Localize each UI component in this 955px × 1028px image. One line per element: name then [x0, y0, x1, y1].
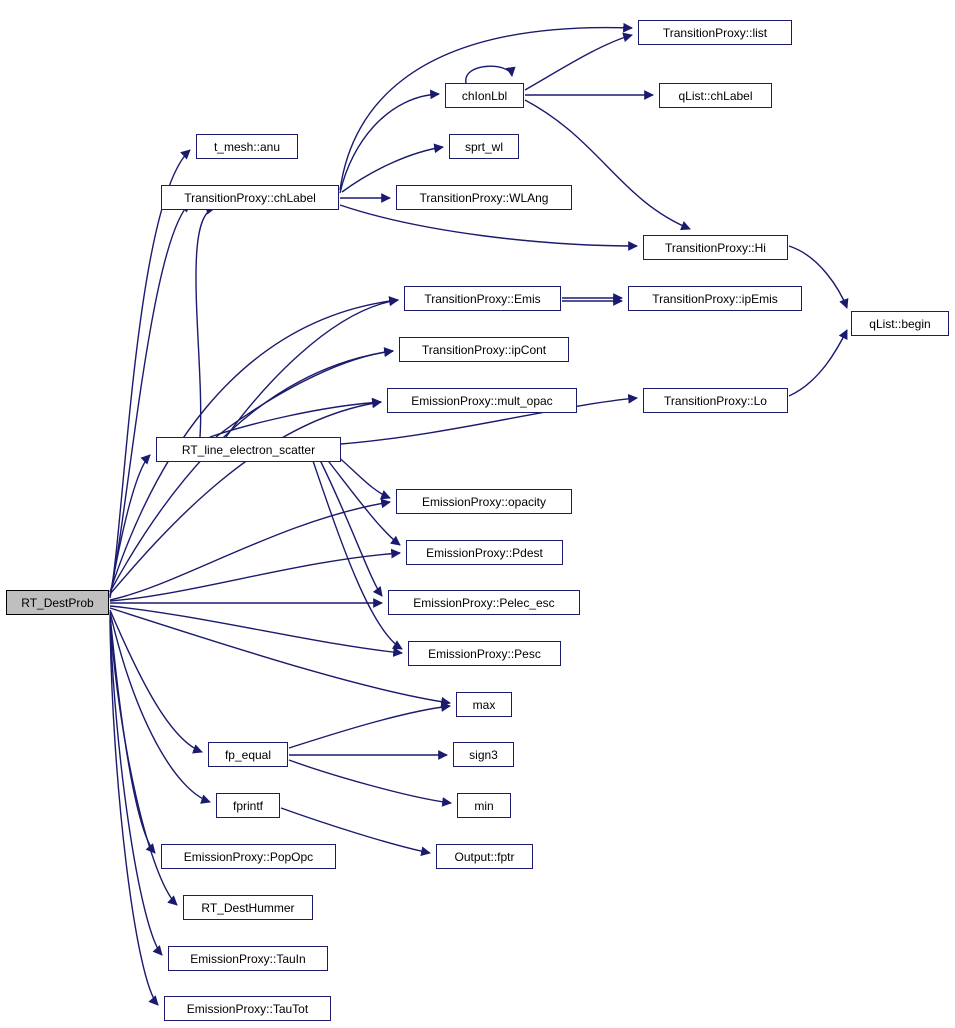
- node-emissionproxy-pdest[interactable]: [406, 540, 563, 565]
- node-emissionproxy-pesc[interactable]: [408, 641, 561, 666]
- node-label: min: [474, 798, 494, 813]
- node-label: RT_line_electron_scatter: [181, 442, 316, 457]
- node-label: EmissionProxy::TauIn: [190, 951, 306, 966]
- edges-from-line-electron-scatter: [196, 208, 637, 649]
- node-label: qList::begin: [869, 316, 931, 331]
- node-rt-line-electron-scatter[interactable]: [156, 437, 341, 462]
- node-label: TransitionProxy::Hi: [665, 240, 766, 255]
- node-qlist-chlabel[interactable]: [659, 83, 772, 108]
- node-label: fp_equal: [224, 747, 272, 762]
- node-label: t_mesh::anu: [213, 139, 281, 154]
- node-transitionproxy-lo[interactable]: [643, 388, 788, 413]
- node-label: TransitionProxy::ipCont: [421, 342, 547, 357]
- node-max[interactable]: [456, 692, 512, 717]
- edges-from-root: [110, 150, 450, 1005]
- node-label: EmissionProxy::opacity: [421, 494, 547, 509]
- node-t-mesh-anu[interactable]: [196, 134, 298, 159]
- node-label: chIonLbl: [461, 88, 508, 103]
- node-rt-destprob[interactable]: [6, 590, 109, 615]
- node-label: EmissionProxy::TauTot: [186, 1001, 309, 1016]
- edges-secondary: [562, 246, 847, 396]
- node-chionlbl[interactable]: [445, 83, 524, 108]
- node-label: EmissionProxy::mult_opac: [411, 393, 553, 408]
- node-emissionproxy-mult-opac[interactable]: [387, 388, 577, 413]
- node-label: qList::chLabel: [678, 88, 753, 103]
- node-label: EmissionProxy::Pelec_esc: [413, 595, 555, 610]
- node-label: TransitionProxy::chLabel: [184, 190, 316, 205]
- node-label: EmissionProxy::PopOpc: [183, 849, 314, 864]
- node-emissionproxy-popopc[interactable]: [161, 844, 336, 869]
- node-label: TransitionProxy::list: [662, 25, 768, 40]
- node-emissionproxy-opacity[interactable]: [396, 489, 572, 514]
- node-qlist-begin[interactable]: [851, 311, 949, 336]
- node-label: TransitionProxy::Lo: [664, 393, 767, 408]
- edges-from-fp-equal: [289, 706, 451, 803]
- node-label: TransitionProxy::WLAng: [419, 190, 549, 205]
- node-label: TransitionProxy::Emis: [424, 291, 541, 306]
- node-emissionproxy-tauin[interactable]: [168, 946, 328, 971]
- node-label: sprt_wl: [464, 139, 503, 154]
- node-label: sign3: [469, 747, 498, 762]
- node-label: TransitionProxy::ipEmis: [652, 291, 778, 306]
- node-label: EmissionProxy::Pesc: [428, 646, 541, 661]
- node-sprt-wl[interactable]: [449, 134, 519, 159]
- node-output-fptr[interactable]: [436, 844, 533, 869]
- node-label: Output::fptr: [454, 849, 515, 864]
- node-label: EmissionProxy::Pdest: [426, 545, 543, 560]
- node-transitionproxy-hi[interactable]: [643, 235, 788, 260]
- node-label: RT_DestHummer: [201, 900, 295, 915]
- node-label: fprintf: [232, 798, 263, 813]
- node-sign3[interactable]: [453, 742, 514, 767]
- node-rt-desthummer[interactable]: [183, 895, 313, 920]
- node-emissionproxy-tautot[interactable]: [164, 996, 331, 1021]
- node-transitionproxy-ipcont[interactable]: [399, 337, 569, 362]
- node-transitionproxy-chlabel[interactable]: [161, 185, 339, 210]
- node-transitionproxy-wlang[interactable]: [396, 185, 572, 210]
- node-transitionproxy-list[interactable]: [638, 20, 792, 45]
- node-fp-equal[interactable]: [208, 742, 288, 767]
- node-fprintf[interactable]: [216, 793, 280, 818]
- node-label: RT_DestProb: [21, 595, 94, 610]
- node-emissionproxy-pelec-esc[interactable]: [388, 590, 580, 615]
- node-label: max: [472, 697, 496, 712]
- node-min[interactable]: [457, 793, 511, 818]
- chionlbl-self-loop: [466, 66, 512, 83]
- node-transitionproxy-ipemis[interactable]: [628, 286, 802, 311]
- node-transitionproxy-emis[interactable]: [404, 286, 561, 311]
